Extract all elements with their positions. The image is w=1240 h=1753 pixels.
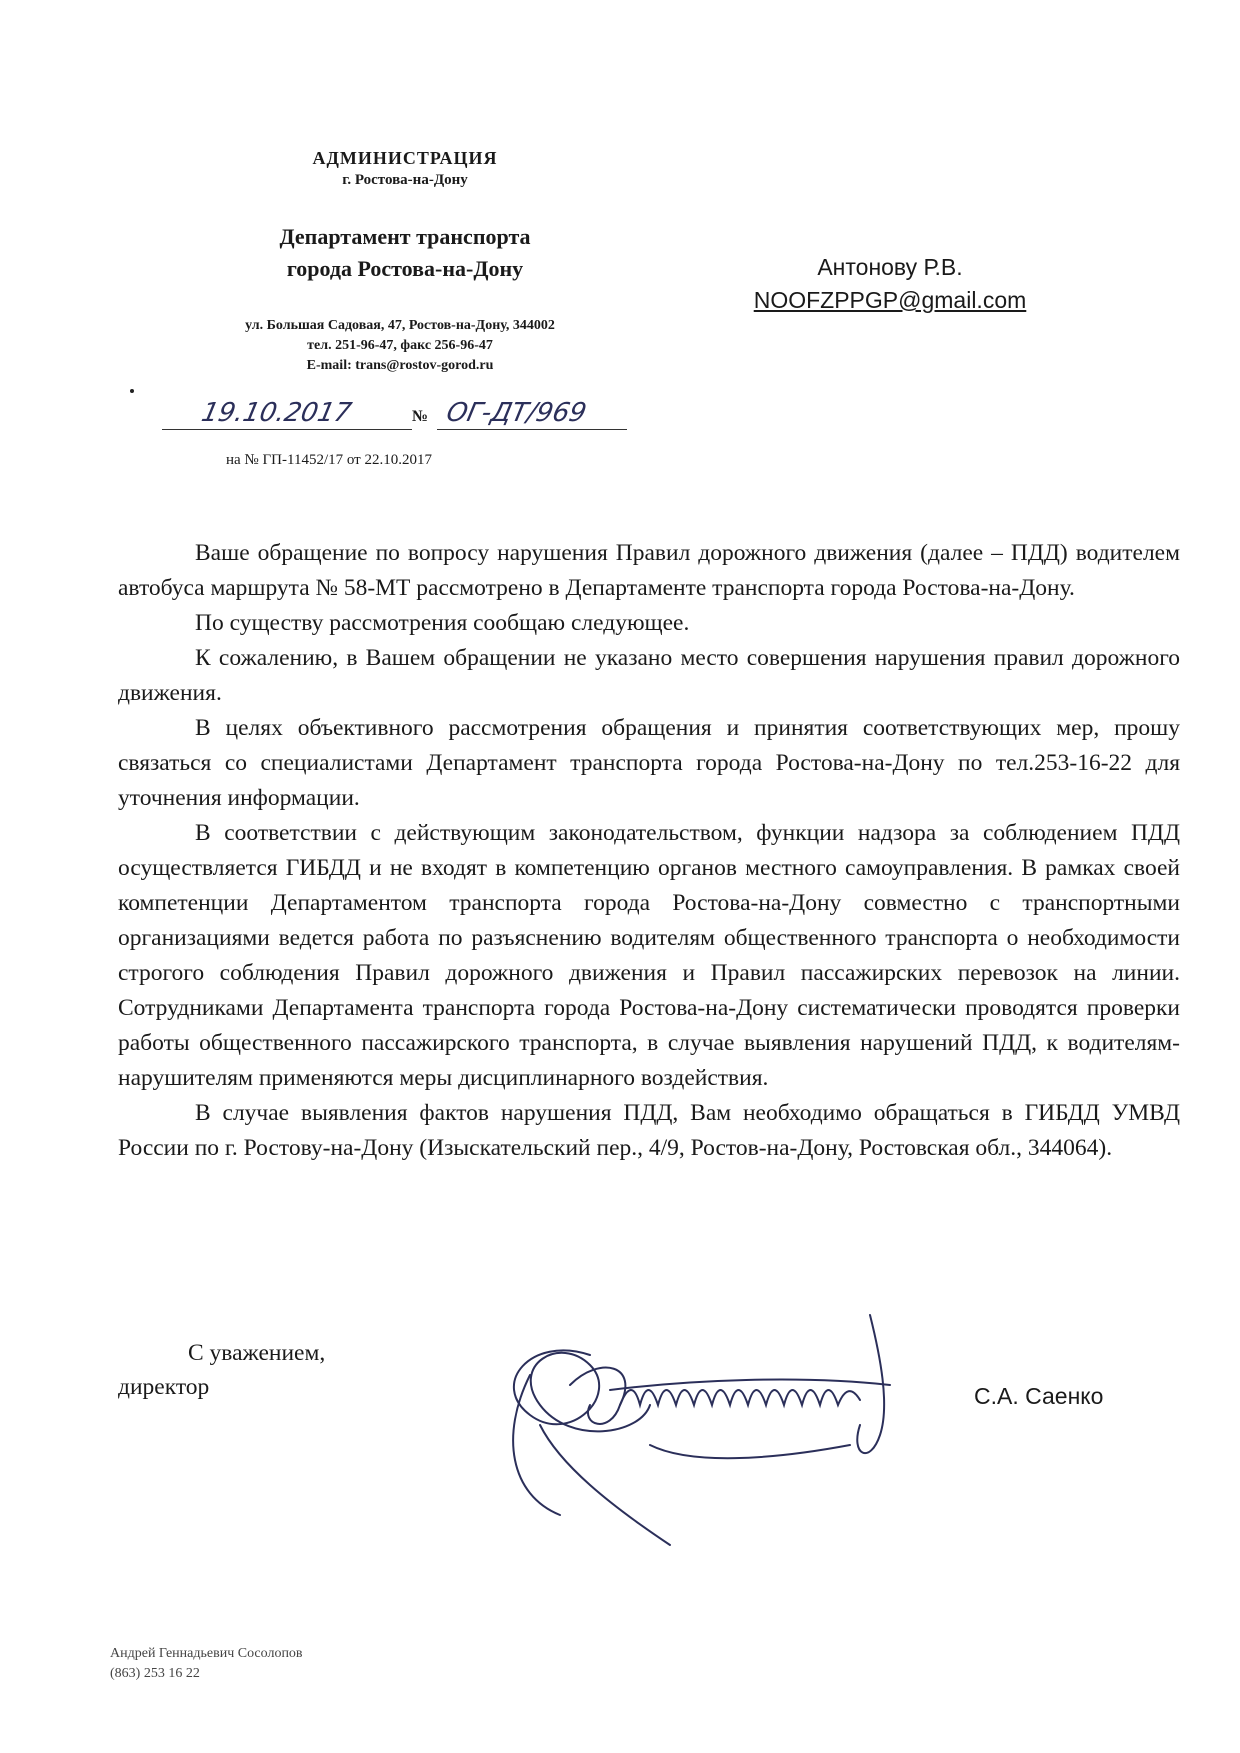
- closing-regards: С уважением,: [188, 1340, 326, 1366]
- registration-date: 19.10.2017: [198, 398, 355, 428]
- signer-name: С.А. Саенко: [974, 1383, 1104, 1409]
- executor-phone: (863) 253 16 22: [110, 1666, 200, 1681]
- dept-name-line1: Департамент транспорта: [279, 224, 531, 249]
- dept-phones: тел. 251-96-47, факс 256-96-47: [307, 338, 493, 353]
- dept-name-line2: города Ростова-на-Дону: [286, 256, 524, 281]
- executor-name: Андрей Геннадьевич Сосолопов: [110, 1646, 303, 1661]
- body-paragraph: В соответствии с действующим законодательством, функции надзора за соблюдением ПДД осуществляется ГИБДД и не входят в компетенцию органов местного самоуправления. В рамках своей компетенции Департаментом транспорта города Ростова-на-Дону совместно с транспортными организациями ведется работа по разъяснению водителям общественного транспорта о необходимости строгого соблюдения Правил дорожного движения и Правил пассажирских перевозок на линии. Сотрудниками Департамента транспорта города Ростова-на-Дону систематически проводятся проверки работы общественного пассажирского транспорта, в случае выявления нарушений ПДД, к водителям-нарушителям применяются меры дисциплинарного воздействия.: [118, 820, 1180, 1091]
- registration-date-underline: [162, 429, 412, 430]
- org-city: г. Ростова-на-Дону: [342, 172, 468, 188]
- closing-block: [118, 1336, 325, 1404]
- body-paragraph: К сожалению, в Вашем обращении не указано место совершения нарушения правил дорожного движения.: [118, 645, 1180, 706]
- body-paragraph: В случае выявления фактов нарушения ПДД, Вам необходимо обращаться в ГИБДД УМВД России по г. Ростову-на-Дону (Изыскательский пер., 4/9, Ростов-на-Дону, Ростовская обл., 344064).: [118, 1100, 1180, 1161]
- scan-mark: [130, 389, 134, 393]
- body-paragraph: Ваше обращение по вопросу нарушения Правил дорожного движения (далее – ПДД) водителем автобуса маршрута № 58-МТ рассмотрено в Департаменте транспорта города Ростова-на-Дону.: [118, 540, 1180, 601]
- recipient-email: NOOFZPPGP@gmail.com: [753, 287, 1027, 313]
- registration-number-sign: №: [412, 408, 429, 425]
- dept-address: ул. Большая Садовая, 47, Ростов-на-Дону, 344002: [245, 318, 555, 333]
- dept-email: E-mail: trans@rostov-gorod.ru: [306, 358, 494, 373]
- closing-position: директор: [118, 1374, 210, 1400]
- handwritten-signature: [470, 1295, 990, 1555]
- letter-body: [118, 536, 1180, 1166]
- body-paragraph: По существу рассмотрения сообщаю следующее.: [195, 610, 690, 636]
- body-paragraph: В целях объективного рассмотрения обращения и принятия соответствующих мер, прошу связаться со специалистами Департамент транспорта города Ростова-на-Дону по тел.253-16-22 для уточнения информации.: [118, 715, 1180, 811]
- org-title: АДМИНИСТРАЦИЯ: [312, 148, 498, 168]
- registration-number: ОГ-ДТ/969: [443, 398, 590, 428]
- reference-line: на № ГП-11452/17 от 22.10.2017: [226, 452, 432, 468]
- recipient-name: Антонову Р.В.: [817, 254, 963, 280]
- registration-number-underline: [437, 429, 627, 430]
- registration-line: [162, 398, 632, 432]
